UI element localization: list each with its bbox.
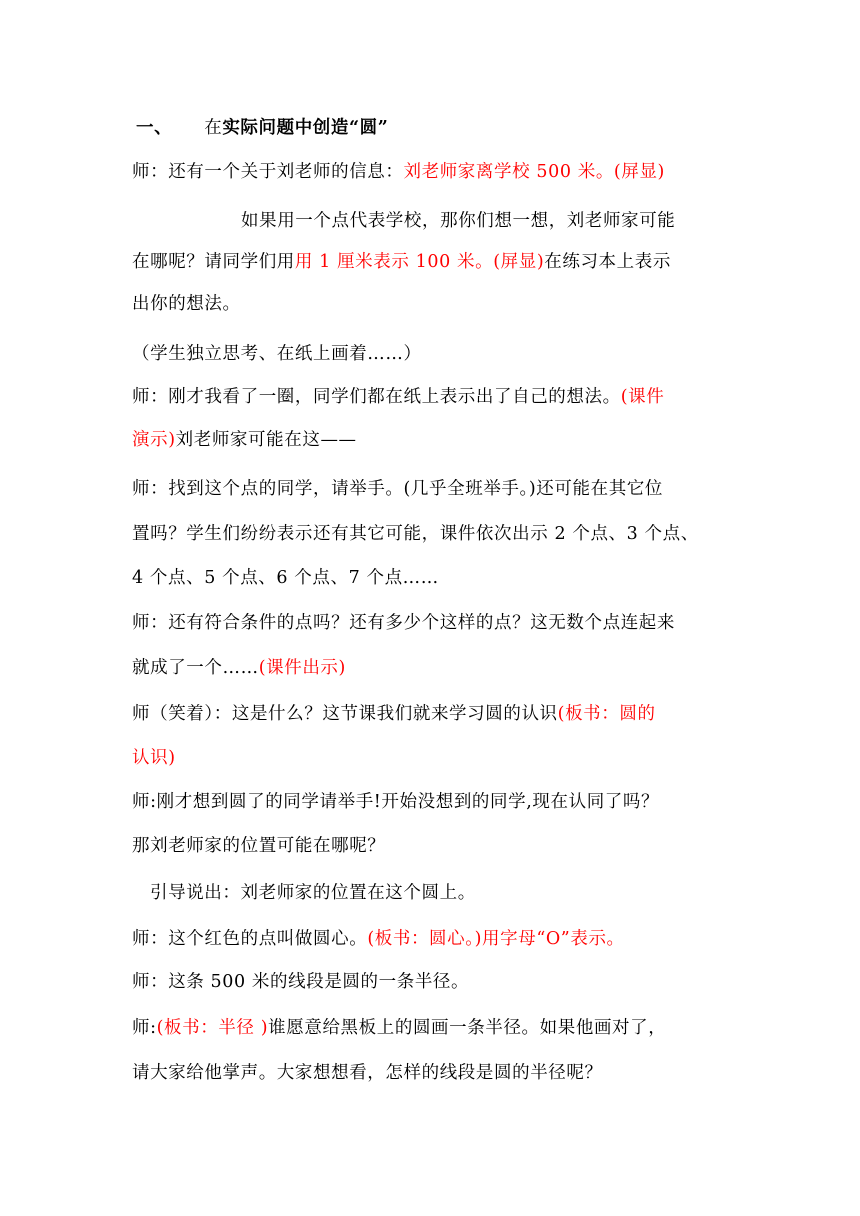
p4-line-2-highlight: 演示) [132,430,176,450]
p6-line-2-text: 就成了一个…… [132,658,259,678]
p10-highlight: (板书：圆心。)用字母“O”表示。 [367,929,625,949]
paragraph-8-line-1 [132,790,732,814]
paragraph-2-line-2 [132,250,732,274]
heading-prefix: 在 [204,118,223,138]
p10-text: 师：这个红色的点叫做圆心。 [132,929,368,949]
paragraph-11 [132,970,732,994]
p7-line-1-text: 师（笑着）：这是什么？这节课我们就来学习圆的认识 [132,704,558,724]
paragraph-8-line-2 [132,834,732,858]
paragraph-3 [132,342,732,366]
p7-line-1-highlight: (板书：圆的 [557,704,656,724]
p4-line-1-highlight: (课件 [620,387,665,407]
p6-line-2-highlight: (课件出示) [258,658,346,678]
p1-highlight: 刘老师家离学校 500 米。(屏显) [403,162,665,182]
paragraph-6-line-2 [132,656,732,680]
p7-line-2-highlight: 认识) [132,748,176,768]
p2-line-1-text: 如果用一个点代表学校，那你们想一想，刘老师家可能 [241,211,676,231]
paragraph-6-line-1 [132,611,732,635]
p4-line-2-text: 刘老师家可能在这—— [175,430,357,450]
p6-line-1-text: 师：还有符合条件的点吗？还有多少个这样的点？这无数个点连起来 [132,613,675,633]
p8-line-2-text: 那刘老师家的位置可能在哪呢？ [132,836,386,856]
p3-text: （学生独立思考、在纸上画着……） [132,344,422,364]
paragraph-2-line-3 [132,292,732,316]
p4-line-1-text: 师：刚才我看了一圈，同学们都在纸上表示出了自己的想法。 [132,387,621,407]
p12-line-2-text: 请大家给他掌声。大家想想看，怎样的线段是圆的半径呢？ [132,1063,603,1083]
paragraph-9 [150,881,750,905]
paragraph-5-line-1 [132,477,732,501]
section-heading [136,116,736,140]
p5-line-2-text: 置吗？学生们纷纷表示还有其它可能，课件依次出示 2 个点、3 个点、 [132,524,699,544]
p8-line-1-text: 师:刚才想到圆了的同学请举手!开始没想到的同学,现在认同了吗？ [132,792,660,812]
paragraph-1 [132,160,732,184]
p12-line-1-label: 师: [132,1018,157,1038]
paragraph-5-line-3 [132,566,732,590]
paragraph-7-line-1 [132,702,732,726]
p2-line-2-text: 在哪呢？请同学们用 [132,252,295,272]
p2-line-2-tail: 在练习本上表示 [544,252,671,272]
paragraph-7-line-2 [132,746,732,770]
p5-line-1-text: 师：找到这个点的同学，请举手。(几乎全班举手。)还可能在其它位 [132,479,664,499]
heading-number: 一、 [136,118,173,138]
p2-line-2-highlight: 用 1 厘米表示 100 米。(屏显) [294,252,545,272]
p9-text: 引导说出：刘老师家的位置在这个圆上。 [150,883,476,903]
heading-title: 实际问题中创造“圆” [222,118,389,138]
paragraph-4-line-1 [132,385,732,409]
paragraph-12-line-1 [132,1016,732,1040]
p5-line-3-text: 4 个点、5 个点、6 个点、7 个点…… [132,568,439,588]
paragraph-10 [132,927,732,951]
p2-line-3-text: 出你的想法。 [132,294,241,314]
p12-line-1-text: 谁愿意给黑板上的圆画一条半径。如果他画对了， [268,1018,667,1038]
paragraph-4-line-2 [132,428,732,452]
p12-line-1-highlight: (板书：半径 ) [156,1018,269,1038]
paragraph-2-line-1 [241,209,732,233]
paragraph-12-line-2 [132,1061,732,1085]
p11-text: 师：这条 500 米的线段是圆的一条半径。 [132,972,470,992]
paragraph-5-line-2 [132,522,732,546]
p1-text: 师：还有一个关于刘老师的信息： [132,162,404,182]
